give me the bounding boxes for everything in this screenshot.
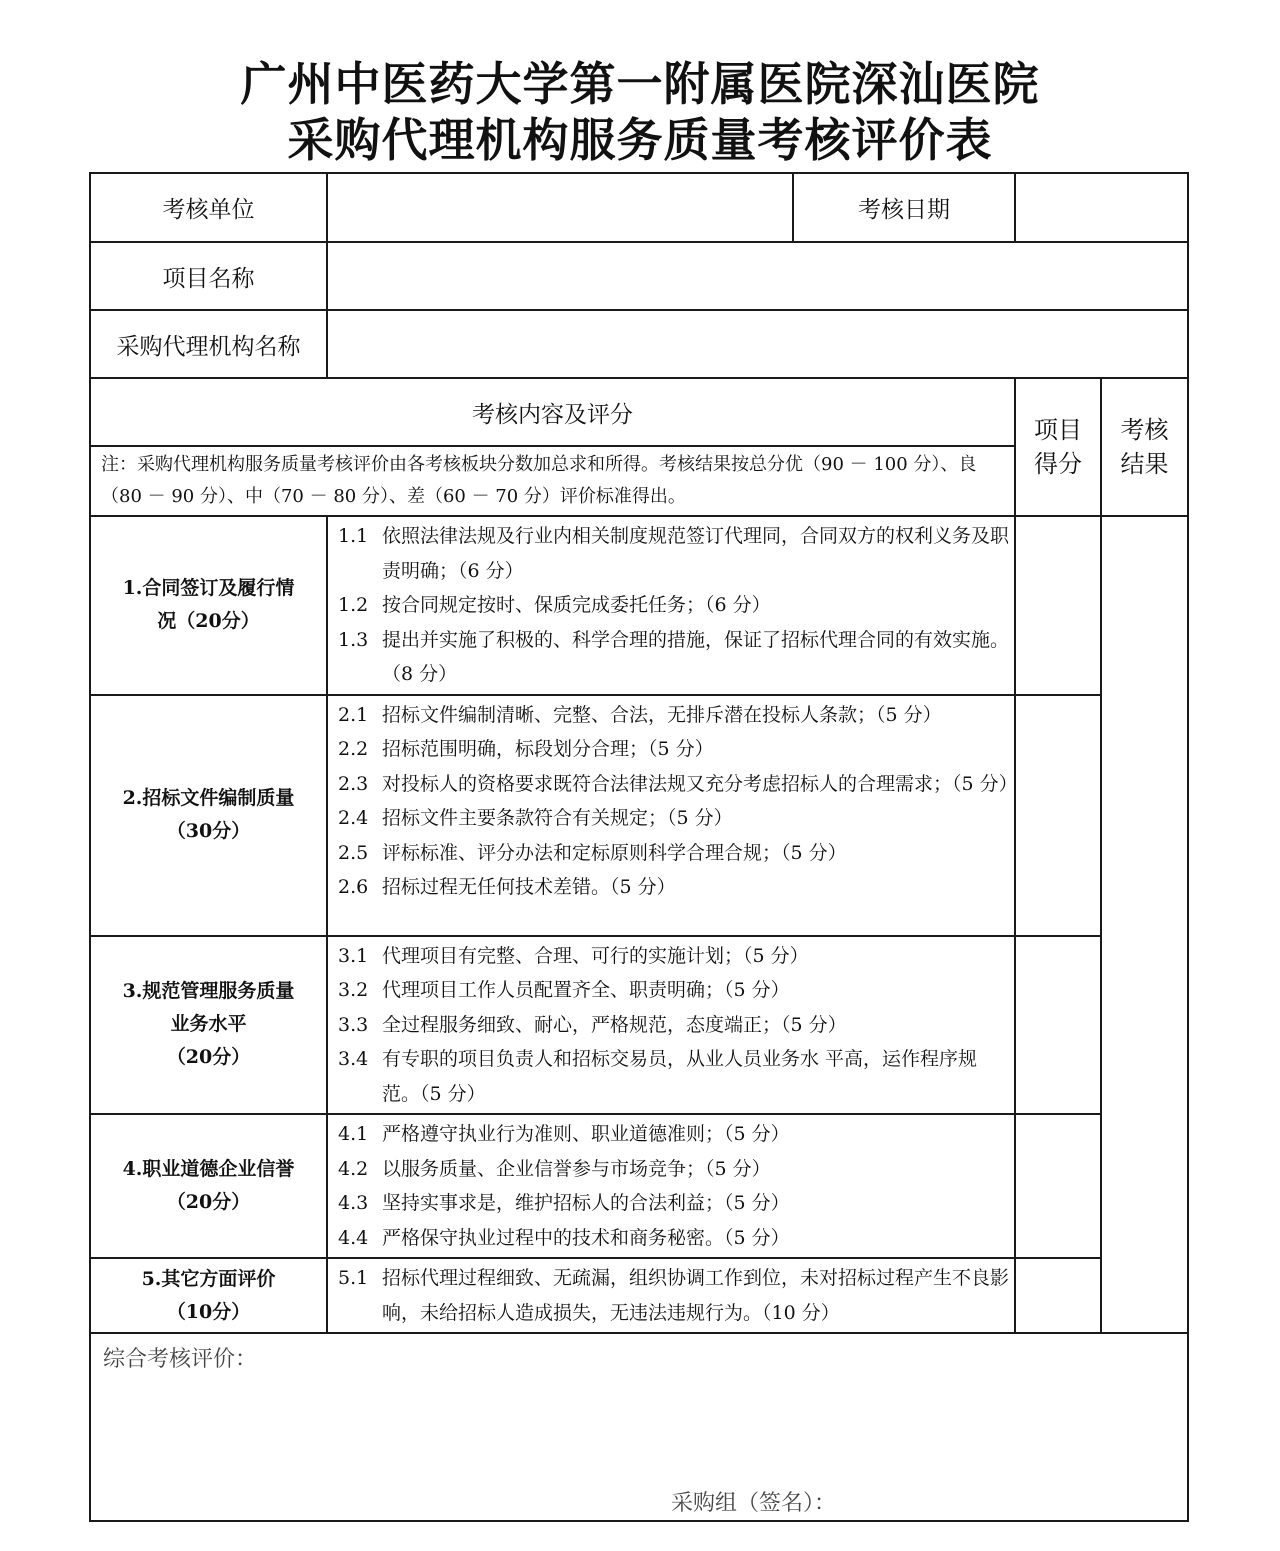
criteria-number: 4.2 — [338, 1157, 369, 1180]
criteria-number: 4.1 — [338, 1123, 369, 1145]
section-title-line: 1.合同签订及履行情 — [122, 577, 295, 600]
section-items — [327, 516, 1015, 695]
criteria-item — [338, 623, 1010, 692]
criteria-text: 代理项目有完整、合理、可行的实施计划；（5 分） — [382, 944, 809, 967]
criteria-number: 3.3 — [338, 1013, 369, 1036]
criteria-text: 严格遵守执业行为准则、职业道德准则；（5 分） — [382, 1123, 790, 1145]
criteria-number: 2.1 — [338, 703, 369, 726]
section-items — [327, 695, 1018, 936]
date-value-cell[interactable] — [1015, 173, 1188, 242]
criteria-item — [338, 1117, 1010, 1152]
document-title-line2: 采购代理机构服务质量考核评价表 — [287, 113, 993, 167]
result-header — [1101, 378, 1188, 516]
item-score-header — [1015, 378, 1101, 516]
section-title-line: 3.规范管理服务质量 — [122, 980, 295, 1003]
result-header-line2: 结果 — [1120, 450, 1169, 478]
criteria-text: 提出并实施了积极的、科学合理的措施，保证了招标代理合同的有效实施。（8 分） — [382, 628, 1010, 685]
section-title-line: 2.招标文件编制质量 — [122, 787, 295, 809]
section-title-line: 业务水平 — [170, 1013, 247, 1036]
criteria-text: 代理项目工作人员配置齐全、职责明确；（5 分） — [382, 979, 790, 1001]
criteria-item — [338, 1152, 1010, 1187]
criteria-text: 全过程服务细致、耐心，严格规范，态度端正；（5 分） — [382, 1013, 847, 1036]
scoring-note: 注：采购代理机构服务质量考核评价由各考核板块分数加总求和所得。考核结果按总分优（90 － 100 分）、良（80 － 90 分）、中（70 － 80 分）、差（60 － 70 分）评价标准得出。 — [90, 446, 1015, 516]
signature-label: 采购组（签名）： — [671, 1491, 837, 1516]
criteria-number: 3.2 — [338, 979, 369, 1001]
section-items — [327, 1114, 1015, 1258]
criteria-text: 评标标准、评分办法和定标原则科学合理合规；（5 分） — [382, 841, 847, 864]
criteria-number: 3.4 — [338, 1048, 369, 1070]
criteria-number: 2.4 — [338, 807, 369, 829]
criteria-text: 对投标人的资格要求既符合法律法规又充分考虑招标人的合理需求；（5 分） — [382, 772, 1018, 795]
criteria-number: 1.3 — [338, 628, 369, 651]
section-title-line: （20分） — [166, 1046, 251, 1069]
criteria-item — [338, 939, 1010, 974]
section-title-line: 5.其它方面评价 — [141, 1267, 276, 1290]
criteria-number: 1.2 — [338, 594, 369, 616]
section-items — [327, 1258, 1015, 1333]
unit-label: 考核单位 — [90, 173, 327, 242]
section-title-line: （20分） — [166, 1191, 251, 1213]
criteria-text: 招标代理过程细致、无疏漏，组织协调工作到位，未对招标过程产生不良影响，未给招标人造成损失，无违法违规行为。（10 分） — [382, 1267, 1010, 1324]
criteria-item — [338, 973, 1010, 1008]
section-title-line: （10分） — [166, 1300, 251, 1323]
unit-value-cell[interactable] — [327, 173, 793, 242]
section-title-line: 况（20分） — [157, 610, 260, 633]
criteria-item — [338, 870, 1010, 905]
criteria-text: 严格保守执业过程中的技术和商务秘密。（5 分） — [382, 1226, 790, 1249]
section-title — [90, 1258, 327, 1333]
section-score-cell[interactable] — [1015, 936, 1101, 1115]
criteria-item — [338, 801, 1010, 836]
section-title-line: 4.职业道德企业信誉 — [122, 1158, 295, 1180]
evaluation-table — [89, 172, 1189, 1522]
section-title-line: （30分） — [166, 820, 251, 842]
agency-name-value-cell[interactable] — [327, 310, 1188, 378]
criteria-number: 4.4 — [338, 1226, 369, 1249]
section-title — [90, 516, 327, 695]
criteria-text: 有专职的项目负责人和招标交易员，从业人员业务水 平高，运作程序规范。（5 分） — [382, 1048, 978, 1105]
result-cell[interactable] — [1101, 516, 1188, 1333]
document-title-line1: 广州中医药大学第一附属医院深汕医院 — [240, 57, 1040, 111]
criteria-item — [338, 1221, 1010, 1256]
criteria-item — [338, 767, 1018, 802]
date-label: 考核日期 — [793, 173, 1015, 242]
criteria-item — [338, 1186, 1010, 1221]
criteria-text: 招标文件编制清晰、完整、合法，无排斥潜在投标人条款；（5 分） — [382, 703, 942, 726]
criteria-text: 按合同规定按时、保质完成委托任务；（6 分） — [382, 594, 771, 616]
project-name-value-cell[interactable] — [327, 242, 1188, 310]
project-name-label: 项目名称 — [90, 242, 327, 310]
criteria-number: 2.6 — [338, 876, 369, 898]
criteria-number: 2.5 — [338, 841, 369, 864]
criteria-item — [338, 698, 1010, 733]
criteria-item — [338, 1008, 1010, 1043]
criteria-item — [338, 732, 1010, 767]
criteria-number: 2.2 — [338, 738, 369, 760]
section-title — [90, 936, 327, 1115]
section-score-cell[interactable] — [1015, 1258, 1101, 1333]
agency-name-label: 采购代理机构名称 — [90, 310, 327, 378]
criteria-number: 2.3 — [338, 772, 369, 795]
criteria-item — [338, 1042, 1010, 1111]
criteria-text: 坚持实事求是，维护招标人的合法利益；（5 分） — [382, 1192, 790, 1214]
section-title — [90, 1114, 327, 1258]
item-score-header-line2: 得分 — [1034, 450, 1082, 478]
criteria-number: 5.1 — [338, 1267, 369, 1289]
criteria-text: 依照法律法规及行业内相关制度规范签订代理同，合同双方的权利义务及职责明确；（6 分） — [382, 525, 1010, 582]
section-score-cell[interactable] — [1015, 516, 1101, 695]
criteria-item — [338, 519, 1010, 588]
criteria-item — [338, 1261, 1010, 1330]
criteria-item — [338, 836, 1010, 871]
criteria-item — [338, 588, 1010, 623]
result-header-line1: 考核 — [1120, 416, 1169, 444]
criteria-number: 3.1 — [338, 944, 369, 967]
section-score-cell[interactable] — [1015, 1114, 1101, 1258]
summary-label: 综合考核评价： — [103, 1347, 258, 1372]
criteria-number: 4.3 — [338, 1192, 369, 1214]
section-items — [327, 936, 1015, 1115]
section-score-cell[interactable] — [1015, 695, 1101, 936]
summary-cell[interactable] — [90, 1333, 1188, 1521]
criteria-text: 以服务质量、企业信誉参与市场竞争；（5 分） — [382, 1157, 771, 1180]
section-title — [90, 695, 327, 936]
criteria-number: 1.1 — [338, 525, 369, 547]
criteria-text: 招标过程无任何技术差错。（5 分） — [382, 876, 676, 898]
criteria-text: 招标范围明确，标段划分合理；（5 分） — [382, 738, 714, 760]
criteria-text: 招标文件主要条款符合有关规定；（5 分） — [382, 807, 733, 829]
item-score-header-line1: 项目 — [1034, 416, 1082, 444]
content-header: 考核内容及评分 — [90, 378, 1015, 446]
